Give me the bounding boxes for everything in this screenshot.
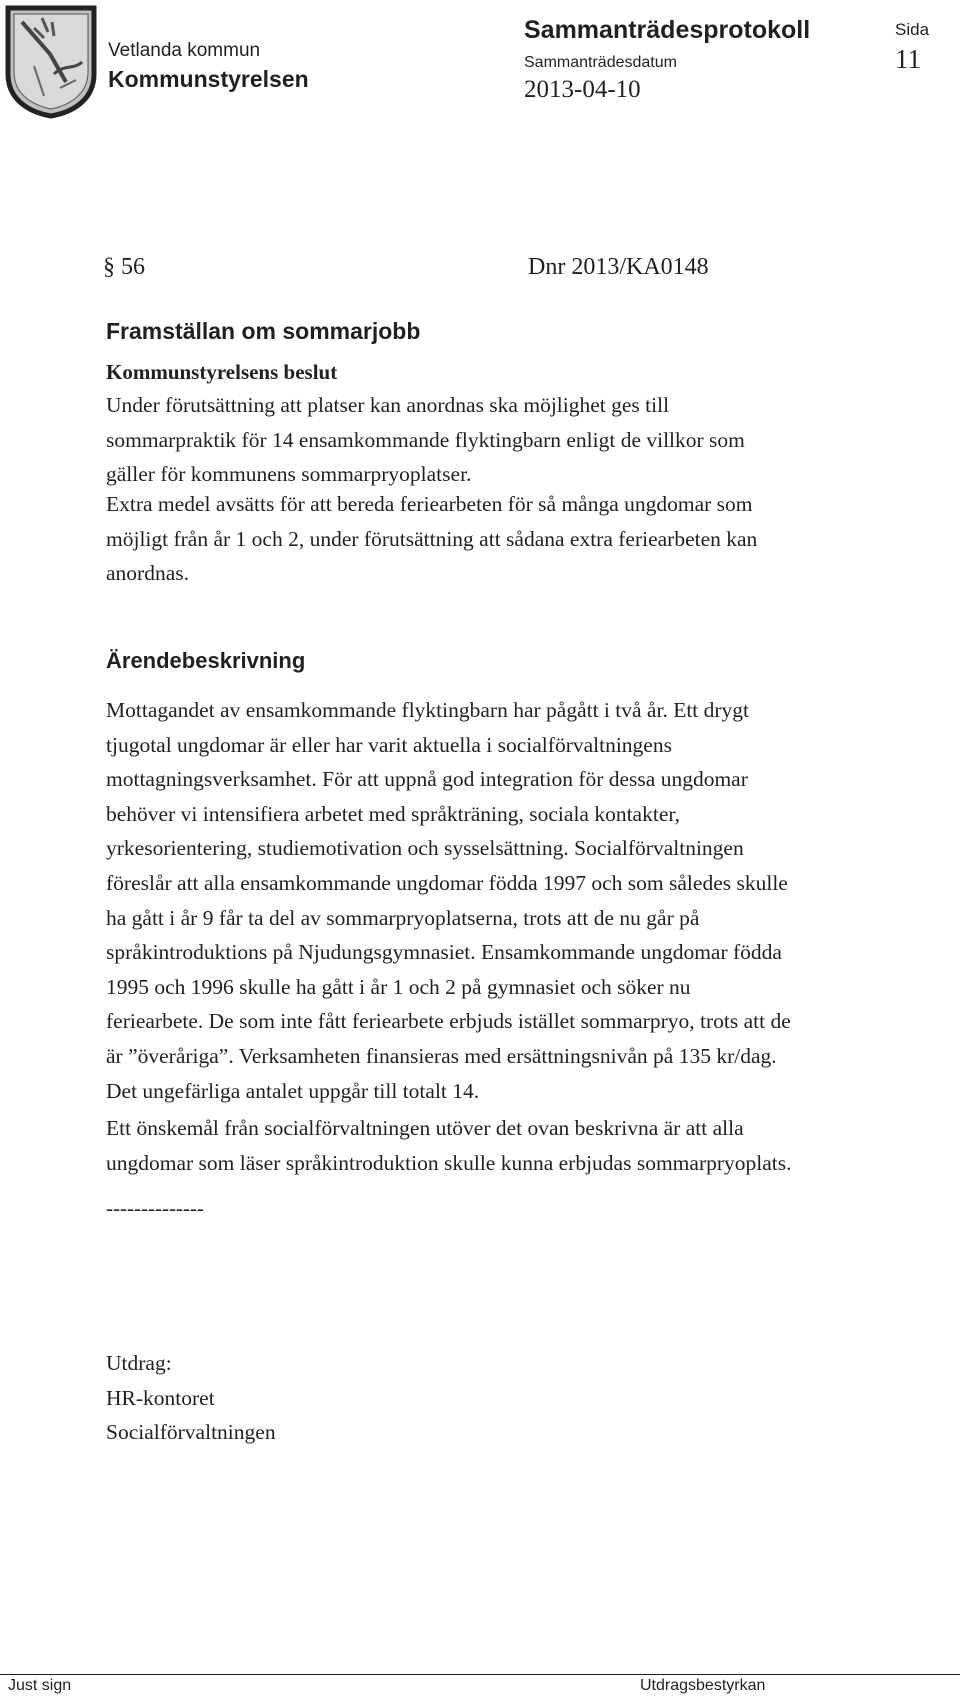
coat-of-arms-icon bbox=[4, 4, 100, 120]
text-line: behöver vi intensifiera arbetet med språkträning, sociala kontakter, bbox=[106, 801, 681, 826]
meeting-date-label: Sammanträdesdatum bbox=[524, 54, 677, 71]
board-name: Kommunstyrelsen bbox=[108, 66, 309, 92]
diary-number: Dnr 2013/KA0148 bbox=[528, 254, 709, 280]
text-line: Ett önskemål från socialförvaltningen utöver det ovan beskrivna är att alla bbox=[106, 1116, 744, 1140]
text-line: tjugotal ungdomar är eller har varit aktuella i socialförvaltningens bbox=[106, 732, 672, 757]
text-line: ungdomar som läser språkintroduktion skulle kunna erbjudas sommarpryoplats. bbox=[106, 1150, 792, 1175]
meeting-date: 2013-04-10 bbox=[524, 76, 641, 103]
text-line: ha gått i år 9 får ta del av sommarpryoplatserna, trots att de nu går på bbox=[106, 905, 700, 930]
text-line: gäller för kommunens sommarpryoplatser. bbox=[106, 462, 472, 487]
footer-certification-label: Utdragsbestyrkan bbox=[640, 1677, 766, 1694]
footer-signature-label: Just sign bbox=[8, 1677, 72, 1694]
text-line: feriearbete. De som inte fått feriearbete erbjuds istället sommarpryo, trots att de bbox=[106, 1009, 791, 1034]
text-line: mottagningsverksamhet. För att uppnå god integration för dessa ungdomar bbox=[106, 767, 748, 792]
text-line: Extra medel avsätts för att bereda feriearbeten för så många ungdomar som bbox=[106, 492, 753, 516]
text-line: 1995 och 1996 skulle ha gått i år 1 och 2 på gymnasiet och söker nu bbox=[106, 974, 691, 999]
document-title: Sammanträdesprotokoll bbox=[524, 16, 811, 44]
text-line: Mottagandet av ensamkommande flyktingbarn har pågått i två år. Ett drygt bbox=[106, 698, 750, 722]
paragraph-number-value: 56 bbox=[121, 254, 145, 280]
extract-label: Utdrag: bbox=[106, 1351, 172, 1375]
page-label: Sida bbox=[895, 20, 930, 39]
decision-paragraph-2 bbox=[106, 487, 956, 591]
text-line: yrkesorientering, studiemotivation och sysselsättning. Socialförvaltningen bbox=[106, 836, 744, 861]
text-line: anordnas. bbox=[106, 561, 189, 586]
separator-line: -------------- bbox=[106, 1196, 204, 1220]
extract-recipient: Socialförvaltningen bbox=[106, 1420, 276, 1445]
extract-recipient: HR-kontoret bbox=[106, 1385, 215, 1410]
paragraph-sign: § bbox=[103, 254, 115, 280]
text-line: Under förutsättning att platser kan anordnas ska möjlighet ges till bbox=[106, 393, 670, 417]
decision-paragraph-1 bbox=[106, 388, 956, 492]
text-line: föreslår att alla ensamkommande ungdomar födda 1997 och som således skulle bbox=[106, 870, 788, 895]
text-line: möjligt från år 1 och 2, under förutsättning att sådana extra feriearbeten kan bbox=[106, 526, 758, 551]
description-heading: Ärendebeskrivning bbox=[106, 648, 306, 673]
text-line: sommarpraktik för 14 ensamkommande flyktingbarn enligt de villkor som bbox=[106, 427, 745, 452]
page-number: 11 bbox=[895, 44, 921, 74]
description-paragraph-1 bbox=[106, 693, 956, 1108]
extract-list bbox=[106, 1346, 276, 1450]
footer-divider bbox=[0, 1674, 960, 1675]
paragraph-number bbox=[103, 254, 145, 281]
text-line: Det ungefärliga antalet uppgår till totalt 14. bbox=[106, 1078, 480, 1103]
decision-heading: Kommunstyrelsens beslut bbox=[106, 360, 338, 384]
description-paragraph-2 bbox=[106, 1111, 956, 1180]
text-line: är ”överåriga”. Verksamheten finansieras med ersättningsnivån på 135 kr/dag. bbox=[106, 1043, 777, 1068]
municipality-name: Vetlanda kommun bbox=[108, 40, 261, 61]
case-title: Framställan om sommarjobb bbox=[106, 318, 421, 344]
text-line: språkintroduktions på Njudungsgymnasiet. Ensamkommande ungdomar födda bbox=[106, 940, 782, 965]
